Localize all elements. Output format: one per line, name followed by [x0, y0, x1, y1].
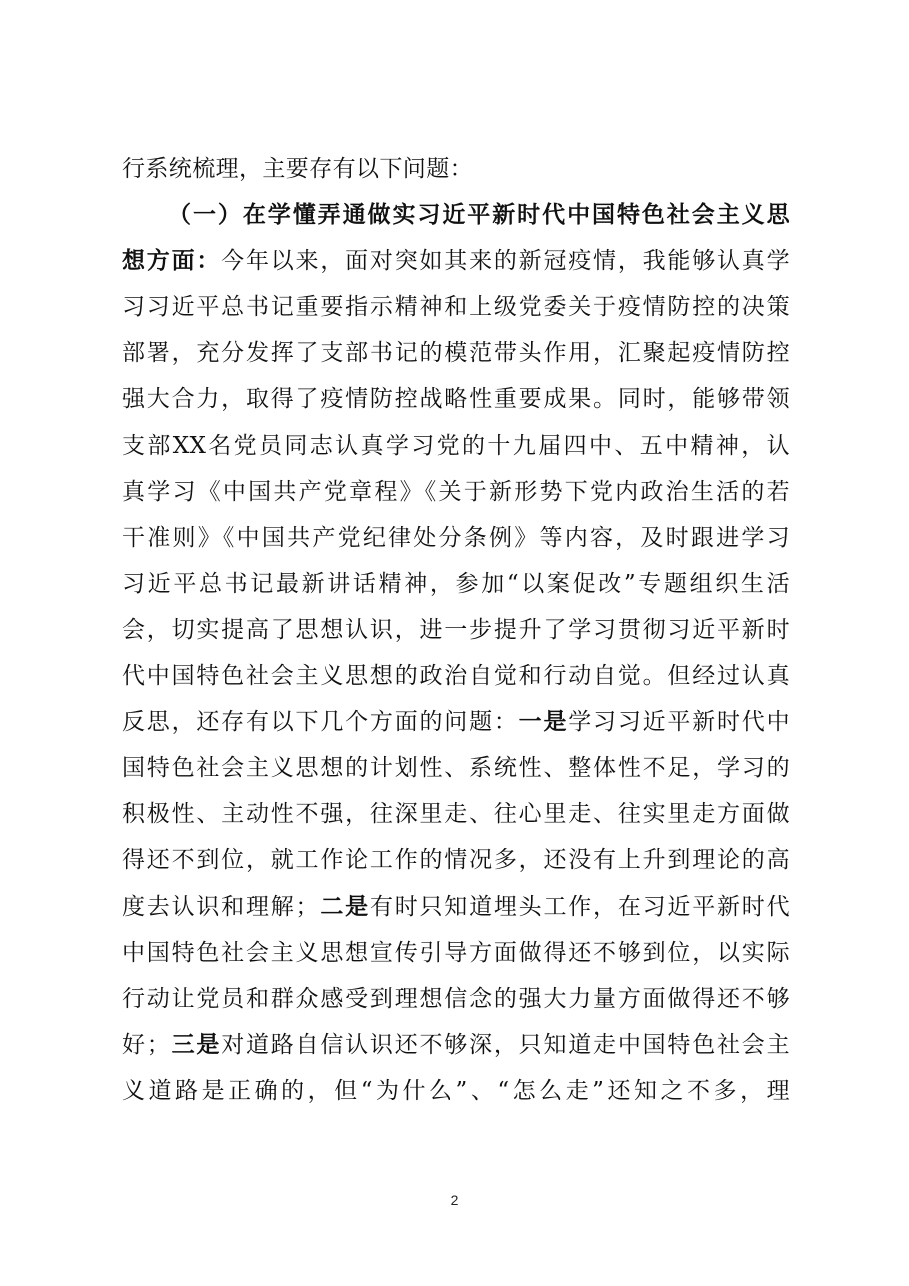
- text-line: [122, 423, 790, 469]
- text-segment: 有时只知道埋头工作，在习近平新时代: [369, 893, 790, 920]
- text-line: [122, 1068, 790, 1114]
- text-line: [122, 515, 790, 561]
- text-segment: 今年以来，面对突如其来的新冠疫情，我能够认真学: [221, 248, 790, 275]
- text-segment: 强大合力，取得了疫情防控战略性重要成果。同时，能够带领: [122, 386, 790, 413]
- text-line: [122, 699, 790, 745]
- text-segment: 好；: [122, 1031, 171, 1058]
- text-line: [122, 1022, 790, 1068]
- bold-text-segment: （一）在学懂弄通做实习近平新时代中国特色社会主义思: [168, 201, 790, 229]
- bold-text-segment: 一是: [518, 708, 569, 736]
- text-line: [122, 376, 790, 422]
- text-line: [122, 745, 790, 791]
- text-segment: 支部XX名党员同志认真学习党的十九届四中、五中精神，认: [122, 432, 790, 459]
- text-segment: 积极性、主动性不强，往深里走、往心里走、往实里走方面做: [122, 801, 790, 828]
- text-line: [122, 330, 790, 376]
- page-number: 2: [450, 1192, 459, 1208]
- bold-text-segment: 二是: [318, 892, 370, 920]
- text-line: [122, 469, 790, 515]
- text-line: [122, 238, 790, 284]
- text-segment: 国特色社会主义思想的计划性、系统性、整体性不足，学习的: [122, 755, 790, 782]
- text-segment: 真学习《中国共产党章程》《关于新形势下党内政治生活的若: [122, 478, 790, 505]
- text-segment: 行动让党员和群众感受到理想信念的强大力量方面做得还不够: [122, 985, 790, 1012]
- text-line: [122, 607, 790, 653]
- body-text: [122, 146, 790, 1114]
- text-segment: 代中国特色社会主义思想的政治自觉和行动自觉。但经过认真: [122, 663, 790, 690]
- bold-text-segment: 想方面：: [122, 247, 222, 275]
- bold-text-segment: 三是: [170, 1030, 222, 1058]
- text-segment: 干准则》《中国共产党纪律处分条例》等内容，及时跟进学习: [122, 524, 790, 551]
- text-segment: 习近平总书记最新讲话精神，参加“以案促改”专题组织生活: [122, 570, 790, 597]
- text-segment: 会，切实提高了思想认识，进一步提升了学习贯彻习近平新时: [122, 616, 790, 643]
- text-line: [122, 653, 790, 699]
- text-segment: 反思，还存有以下几个方面的问题：: [122, 709, 519, 736]
- text-line: [122, 884, 790, 930]
- text-line: [122, 192, 790, 238]
- text-segment: 习习近平总书记重要指示精神和上级党委关于疫情防控的决策: [122, 294, 790, 321]
- text-segment: 学习习近平新时代中: [568, 709, 790, 736]
- text-line: [122, 791, 790, 837]
- text-segment: 得还不到位，就工作论工作的情况多，还没有上升到理论的高: [122, 847, 790, 874]
- text-segment: 行系统梳理，主要存有以下问题：: [122, 156, 473, 182]
- text-segment: 对道路自信认识还不够深，只知道走中国特色社会主: [221, 1031, 790, 1058]
- text-line: [122, 837, 790, 883]
- text-line: [122, 930, 790, 976]
- text-line: [122, 146, 790, 192]
- text-segment: 度去认识和理解；: [122, 893, 319, 920]
- text-line: [122, 284, 790, 330]
- text-line: [122, 561, 790, 607]
- text-segment: 部署，充分发挥了支部书记的模范带头作用，汇聚起疫情防控: [122, 340, 790, 367]
- text-line: [122, 976, 790, 1022]
- text-segment: 义道路是正确的，但“为什么”、“怎么走”还知之不多，理: [122, 1077, 790, 1104]
- text-segment: 中国特色社会主义思想宣传引导方面做得还不够到位，以实际: [122, 939, 790, 966]
